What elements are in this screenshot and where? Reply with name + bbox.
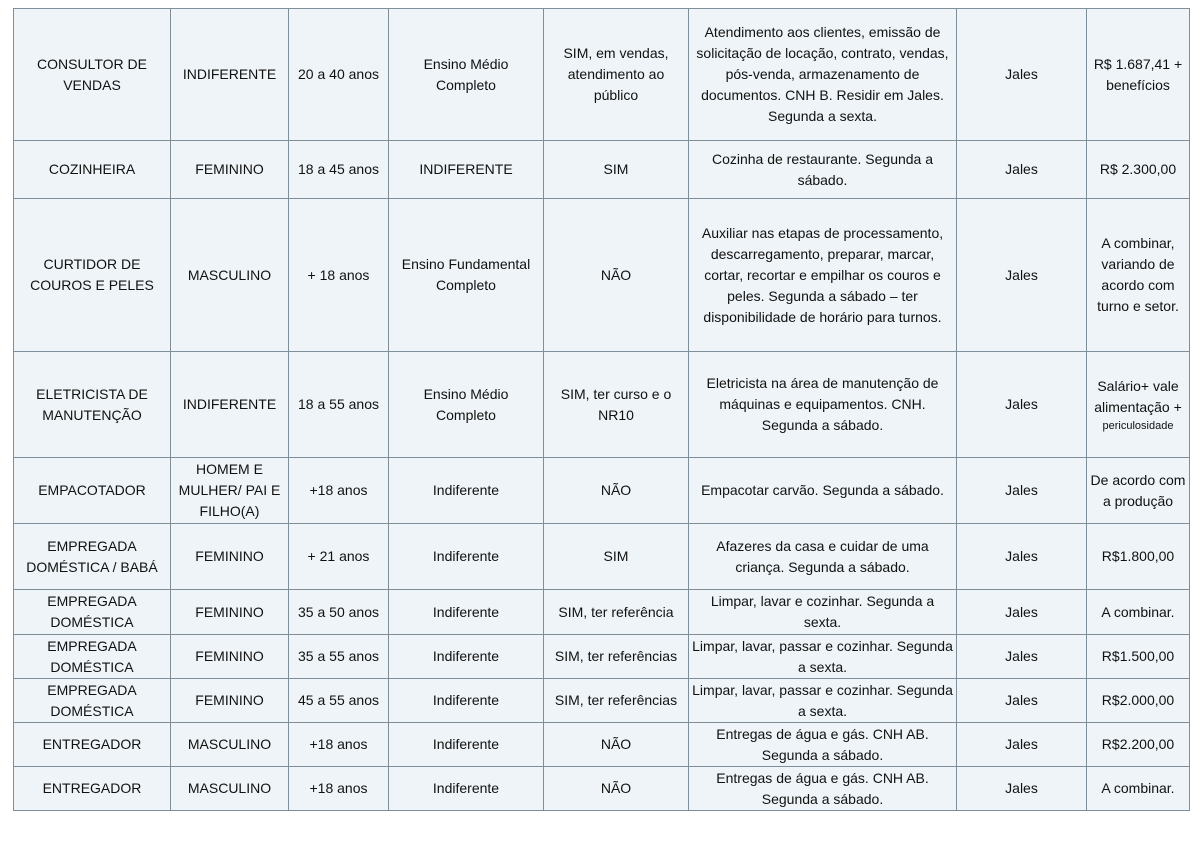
cell-salario: R$2.000,00 [1087,679,1190,723]
cell-sexo: FEMININO [171,524,289,590]
job-listings-table [13,8,1190,811]
table-row [14,199,1190,352]
cell-descricao: Auxiliar nas etapas de processamento, descarregamento, preparar, marcar, cortar, recortar e empilhar os couros e peles. Segunda a sábado – ter disponibilidade de horário para turnos. [689,199,957,352]
cell-idade: +18 anos [289,458,389,524]
cell-escolaridade: Indiferente [389,679,544,723]
table-row [14,458,1190,524]
cell-cargo: EMPREGADA DOMÉSTICA [14,679,171,723]
cell-cargo: CURTIDOR DE COUROS E PELES [14,199,171,352]
cell-cargo: ELETRICISTA DE MANUTENÇÃO [14,352,171,458]
cell-cidade: Jales [957,590,1087,635]
cell-salario: R$ 2.300,00 [1087,141,1190,199]
cell-cargo: CONSULTOR DE VENDAS [14,9,171,141]
cell-cargo: EMPREGADA DOMÉSTICA / BABÁ [14,524,171,590]
cell-descricao: Afazeres da casa e cuidar de uma criança. Segunda a sábado. [689,524,957,590]
cell-cidade: Jales [957,199,1087,352]
cell-idade: 45 a 55 anos [289,679,389,723]
table-row [14,767,1190,811]
cell-escolaridade: Ensino Médio Completo [389,9,544,141]
cell-salario: A combinar, variando de acordo com turno e setor. [1087,199,1190,352]
cell-idade: 18 a 45 anos [289,141,389,199]
cell-cargo: EMPREGADA DOMÉSTICA [14,635,171,679]
cell-idade: + 18 anos [289,199,389,352]
cell-descricao: Entregas de água e gás. CNH AB. Segunda a sábado. [689,767,957,811]
cell-salario: A combinar. [1087,590,1190,635]
cell-escolaridade: Ensino Médio Completo [389,352,544,458]
cell-salario: De acordo com a produção [1087,458,1190,524]
cell-sexo: INDIFERENTE [171,352,289,458]
cell-idade: +18 anos [289,767,389,811]
cell-cidade: Jales [957,141,1087,199]
cell-escolaridade: Indiferente [389,723,544,767]
cell-experiencia: NÃO [544,723,689,767]
cell-salario: R$2.200,00 [1087,723,1190,767]
table-row [14,590,1190,635]
cell-sexo: FEMININO [171,141,289,199]
cell-descricao: Limpar, lavar, passar e cozinhar. Segunda a sexta. [689,635,957,679]
table-row [14,141,1190,199]
cell-escolaridade: Indiferente [389,458,544,524]
cell-sexo: FEMININO [171,635,289,679]
cell-cargo: ENTREGADOR [14,767,171,811]
cell-salario: R$ 1.687,41 + benefícios [1087,9,1190,141]
cell-idade: 35 a 55 anos [289,635,389,679]
cell-cidade: Jales [957,767,1087,811]
cell-experiencia: NÃO [544,199,689,352]
cell-experiencia: SIM, ter curso e o NR10 [544,352,689,458]
cell-escolaridade: Indiferente [389,590,544,635]
cell-cidade: Jales [957,635,1087,679]
table-row [14,352,1190,458]
table-row [14,679,1190,723]
table-row [14,635,1190,679]
cell-escolaridade: Ensino Fundamental Completo [389,199,544,352]
cell-idade: +18 anos [289,723,389,767]
cell-idade: 35 a 50 anos [289,590,389,635]
cell-sexo: FEMININO [171,679,289,723]
cell-descricao: Entregas de água e gás. CNH AB. Segunda a sábado. [689,723,957,767]
cell-cidade: Jales [957,524,1087,590]
cell-sexo: HOMEM E MULHER/ PAI E FILHO(A) [171,458,289,524]
salario-text: Salário+ vale alimentação + [1094,377,1182,415]
cell-escolaridade: Indiferente [389,524,544,590]
cell-descricao: Eletricista na área de manutenção de máquinas e equipamentos. CNH. Segunda a sábado. [689,352,957,458]
salario-extra-text: periculosidade [1102,419,1174,432]
cell-cidade: Jales [957,723,1087,767]
cell-cargo: EMPACOTADOR [14,458,171,524]
cell-cargo: ENTREGADOR [14,723,171,767]
cell-cargo: EMPREGADA DOMÉSTICA [14,590,171,635]
cell-sexo: MASCULINO [171,199,289,352]
cell-salario: R$1.800,00 [1087,524,1190,590]
cell-experiencia: SIM, ter referências [544,635,689,679]
cell-cidade: Jales [957,679,1087,723]
cell-cidade: Jales [957,9,1087,141]
cell-escolaridade: Indiferente [389,635,544,679]
table-row [14,524,1190,590]
cell-escolaridade: Indiferente [389,767,544,811]
cell-sexo: INDIFERENTE [171,9,289,141]
cell-cargo: COZINHEIRA [14,141,171,199]
table-row [14,723,1190,767]
cell-experiencia: NÃO [544,767,689,811]
cell-experiencia: SIM [544,141,689,199]
cell-descricao: Limpar, lavar, passar e cozinhar. Segunda a sexta. [689,679,957,723]
cell-idade: 18 a 55 anos [289,352,389,458]
cell-experiencia: SIM, ter referências [544,679,689,723]
cell-descricao: Empacotar carvão. Segunda a sábado. [689,458,957,524]
cell-idade: 20 a 40 anos [289,9,389,141]
cell-cidade: Jales [957,458,1087,524]
cell-descricao: Limpar, lavar e cozinhar. Segunda a sexta. [689,590,957,635]
cell-sexo: FEMININO [171,590,289,635]
table-row [14,9,1190,141]
cell-experiencia: SIM [544,524,689,590]
cell-cidade: Jales [957,352,1087,458]
cell-idade: + 21 anos [289,524,389,590]
cell-salario: A combinar. [1087,767,1190,811]
cell-descricao: Cozinha de restaurante. Segunda a sábado. [689,141,957,199]
cell-experiencia: SIM, ter referência [544,590,689,635]
cell-sexo: MASCULINO [171,723,289,767]
cell-descricao: Atendimento aos clientes, emissão de solicitação de locação, contrato, vendas, pós-venda, armazenamento de documentos. CNH B. Residir em Jales. Segunda a sexta. [689,9,957,141]
cell-salario: R$1.500,00 [1087,635,1190,679]
cell-salario [1087,352,1190,458]
cell-sexo: MASCULINO [171,767,289,811]
cell-experiencia: SIM, em vendas, atendimento ao público [544,9,689,141]
cell-escolaridade: INDIFERENTE [389,141,544,199]
cell-experiencia: NÃO [544,458,689,524]
